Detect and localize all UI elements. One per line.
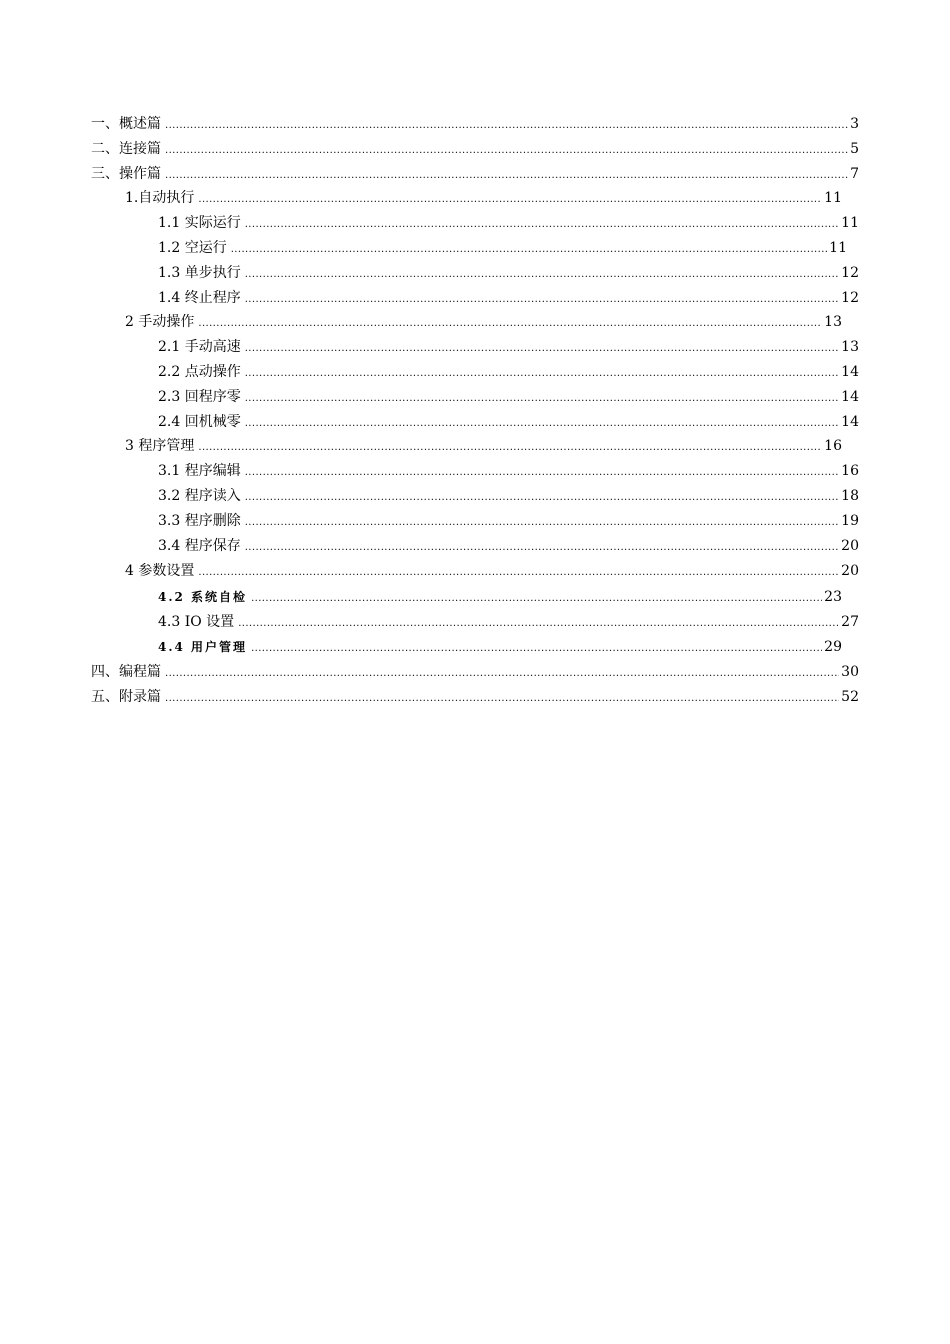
- toc-entry[interactable]: [0, 660, 950, 685]
- toc-entry[interactable]: [0, 137, 950, 162]
- toc-leader-dots: [165, 164, 848, 189]
- toc-leader-dots: [245, 461, 839, 486]
- toc-entry-page: 52: [841, 688, 859, 705]
- toc-entry-label: 2.4 回机械零: [158, 413, 241, 430]
- toc-entry-page: 13: [824, 314, 842, 331]
- toc-entry[interactable]: [0, 162, 950, 187]
- toc-entry-page: 20: [841, 537, 859, 554]
- toc-entry[interactable]: [0, 459, 950, 484]
- toc-leader-dots: [245, 213, 839, 238]
- toc-entry-label: 1.3 单步执行: [158, 264, 241, 281]
- table-of-contents: [0, 112, 950, 709]
- toc-leader-dots: [245, 288, 839, 313]
- toc-entry-page: 11: [824, 190, 842, 207]
- toc-entry-label: 2.3 回程序零: [158, 388, 241, 405]
- toc-entry[interactable]: [0, 585, 950, 610]
- toc-leader-dots: [231, 238, 827, 263]
- toc-entry-label: 4.4 用户管理: [158, 639, 248, 654]
- toc-leader-dots: [245, 536, 839, 561]
- toc-leader-dots: [165, 114, 848, 139]
- toc-entry-page: 16: [824, 438, 842, 455]
- toc-entry-label: 3 程序管理: [125, 438, 195, 455]
- toc-entry-page: 14: [841, 388, 859, 405]
- toc-entry[interactable]: [0, 635, 950, 660]
- toc-entry-page: 29: [824, 638, 842, 655]
- toc-entry[interactable]: [0, 534, 950, 559]
- toc-entry-page: 23: [824, 589, 842, 606]
- toc-entry[interactable]: [0, 112, 950, 137]
- toc-entry[interactable]: [0, 685, 950, 710]
- toc-entry-page: 11: [841, 215, 859, 232]
- toc-entry-page: 11: [829, 239, 847, 256]
- toc-entry-page: 3: [850, 116, 859, 132]
- toc-leader-dots: [245, 362, 839, 387]
- toc-entry-label: 二、连接篇: [91, 140, 161, 157]
- toc-leader-dots: [245, 387, 839, 412]
- toc-entry-label: 1.1 实际运行: [158, 215, 241, 232]
- toc-entry[interactable]: [0, 286, 950, 311]
- toc-entry[interactable]: [0, 434, 950, 459]
- toc-leader-dots: [165, 662, 839, 687]
- toc-entry[interactable]: [0, 261, 950, 286]
- toc-leader-dots: [245, 337, 839, 362]
- toc-entry-page: 7: [850, 165, 859, 182]
- toc-entry[interactable]: [0, 360, 950, 385]
- toc-entry[interactable]: [0, 186, 950, 211]
- toc-leader-dots: [198, 188, 822, 213]
- toc-entry-page: 18: [841, 487, 859, 504]
- toc-leader-dots: [198, 436, 822, 461]
- toc-entry-label: 2.2 点动操作: [158, 363, 241, 380]
- toc-entry-label: 1.2 空运行: [158, 239, 227, 256]
- toc-entry-label: 2 手动操作: [125, 314, 195, 331]
- toc-entry-label: 1.自动执行: [125, 190, 195, 207]
- toc-entry-label: 3.2 程序读入: [158, 487, 241, 504]
- toc-entry-page: 5: [850, 140, 859, 157]
- toc-entry[interactable]: [0, 310, 950, 335]
- toc-entry-label: 3.3 程序删除: [158, 512, 241, 529]
- toc-entry-label: 3.4 程序保存: [158, 537, 241, 554]
- toc-leader-dots: [245, 412, 839, 437]
- toc-leader-dots: [251, 637, 822, 662]
- toc-leader-dots: [238, 612, 839, 637]
- toc-entry-label: 4.3 IO 设置: [158, 614, 235, 631]
- toc-entry-page: 14: [841, 413, 859, 430]
- toc-entry[interactable]: [0, 484, 950, 509]
- toc-entry-label: 三、操作篇: [91, 165, 161, 182]
- toc-entry-page: 12: [841, 289, 859, 306]
- toc-entry-page: 14: [841, 363, 859, 380]
- toc-entry-label: 四、编程篇: [91, 663, 161, 680]
- toc-entry-page: 20: [841, 563, 859, 580]
- toc-entry-page: 30: [841, 663, 859, 680]
- toc-entry-page: 19: [841, 512, 859, 529]
- toc-entry-page: 16: [841, 463, 859, 480]
- toc-leader-dots: [198, 312, 822, 337]
- toc-entry[interactable]: [0, 211, 950, 236]
- toc-entry[interactable]: [0, 610, 950, 635]
- toc-leader-dots: [245, 486, 839, 511]
- toc-entry[interactable]: [0, 236, 950, 261]
- toc-entry-label: 4.2 系统自检: [158, 590, 248, 605]
- toc-entry-label: 4 参数设置: [125, 563, 195, 580]
- toc-entry[interactable]: [0, 335, 950, 360]
- toc-leader-dots: [245, 511, 839, 536]
- toc-leader-dots: [251, 587, 822, 612]
- toc-entry-label: 3.1 程序编辑: [158, 463, 241, 480]
- toc-entry-page: 12: [841, 264, 859, 281]
- toc-entry-page: 13: [841, 339, 859, 356]
- toc-entry-page: 27: [841, 614, 859, 631]
- toc-leader-dots: [165, 139, 848, 164]
- toc-leader-dots: [198, 559, 839, 586]
- toc-entry[interactable]: [0, 509, 950, 534]
- toc-entry-label: 1.4 终止程序: [158, 289, 241, 306]
- toc-entry-label: 2.1 手动高速: [158, 339, 241, 356]
- toc-entry-label: 五、附录篇: [91, 688, 161, 705]
- toc-entry-label: 一、概述篇: [91, 116, 161, 132]
- toc-entry[interactable]: [0, 410, 950, 435]
- toc-leader-dots: [165, 687, 839, 712]
- toc-leader-dots: [245, 263, 839, 288]
- toc-entry[interactable]: [0, 558, 950, 585]
- toc-entry[interactable]: [0, 385, 950, 410]
